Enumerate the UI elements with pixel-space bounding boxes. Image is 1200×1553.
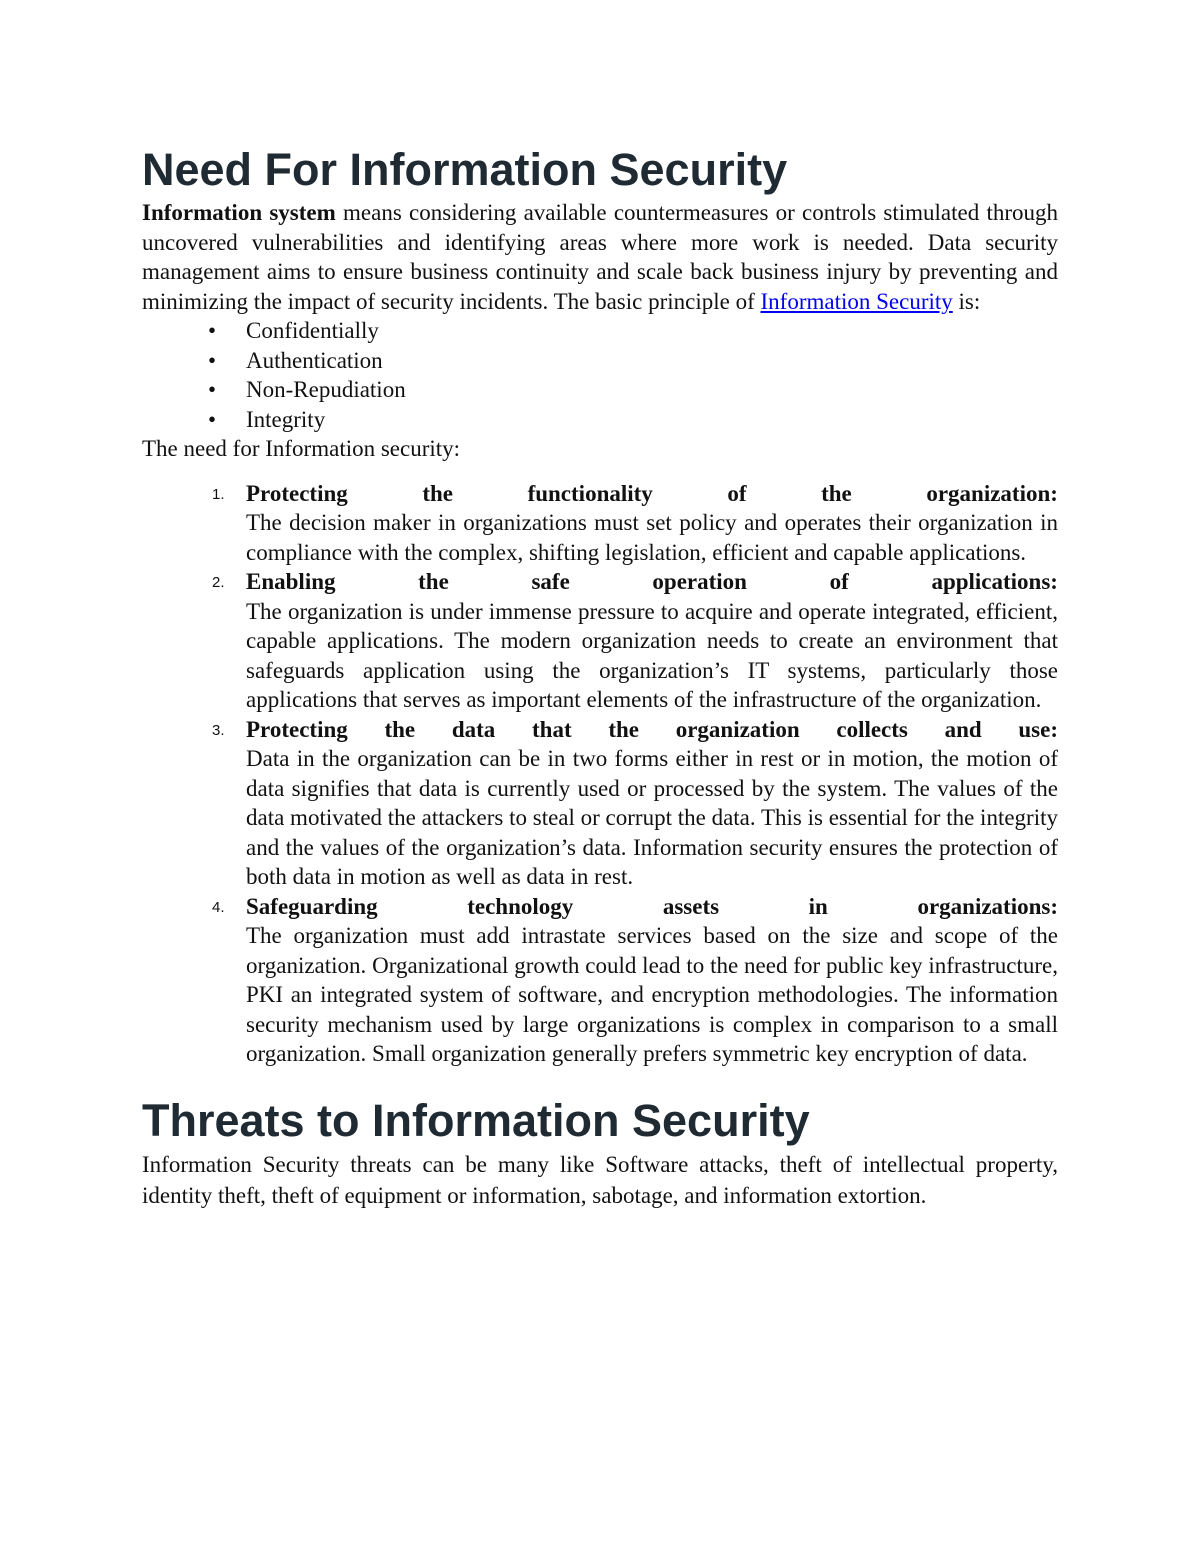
- need-intro: The need for Information security:: [142, 436, 461, 461]
- intro-paragraph: [142, 198, 1058, 316]
- item-heading: Safeguarding technology assets in organizations:: [246, 893, 1058, 919]
- information-security-link[interactable]: Information Security: [760, 288, 953, 314]
- bullet-icon: •: [208, 347, 217, 373]
- list-item: [212, 479, 1058, 568]
- list-item: [212, 567, 1058, 715]
- item-number: 4.: [212, 898, 225, 916]
- principles-list: [142, 316, 1058, 434]
- list-item: [212, 892, 1058, 1069]
- intro-term: Information system: [142, 200, 336, 225]
- bullet-icon: •: [208, 406, 217, 432]
- list-item: • Non-Repudiation: [246, 375, 1058, 405]
- item-heading: Protecting the data that the organization collects and use:: [246, 716, 1058, 742]
- needs-list: [142, 479, 1058, 1069]
- threats-paragraph: Information Security threats can be many like Software attacks, theft of intellectual property, identity theft, theft of equipment or information, sabotage, and information extortion.: [142, 1151, 1058, 1208]
- list-item: • Confidentially: [246, 316, 1058, 346]
- list-item: • Authentication: [246, 346, 1058, 376]
- bullet-icon: •: [208, 377, 217, 402]
- item-heading: Protecting the functionality of the organization:: [246, 480, 1058, 506]
- section-title-threats: Threats to Information Security: [142, 1094, 810, 1146]
- item-heading: Enabling the safe operation of applications:: [246, 569, 1058, 594]
- item-number: 3.: [212, 721, 225, 739]
- page-title: Need For Information Security: [142, 144, 788, 195]
- list-item: [212, 715, 1058, 892]
- item-text: The decision maker in organizations must set policy and operates their organization in compliance with the complex, shifting legislation, efficient and capable applications.: [246, 510, 1058, 565]
- list-item: • Integrity: [246, 405, 1058, 435]
- item-number: 1.: [212, 485, 225, 503]
- bullet-icon: •: [208, 318, 217, 343]
- item-number: 2.: [212, 574, 225, 591]
- document-page: [142, 142, 1058, 1212]
- item-text: Data in the organization can be in two forms either in rest or in motion, the motion of data signifies that data is currently used or processed by the system. The values of the data motivated the attackers to steal or corrupt the data. This is essential for the integrity and the values of the organization’s data. Information security ensures the protection of both data in motion as well as data in rest.: [246, 746, 1058, 889]
- intro-text: means considering available countermeasures or controls stimulated through uncovered vulnerabilities and identifying areas where more work is needed. Data security management aims to ensure business continuity and scale back business injury by preventing and minimizing the impact of security incidents. The basic principle of: [142, 200, 1058, 314]
- item-text: The organization is under immense pressure to acquire and operate integrated, efficient, capable applications. The modern organization needs to create an environment that safeguards application using the organization’s IT systems, particularly those applications that serves as important elements of the infrastructure of the organization.: [246, 598, 1058, 712]
- intro-end: is:: [958, 288, 981, 314]
- item-text: The organization must add intrastate services based on the size and scope of the organization. Organizational growth could lead to the need for public key infrastructure, PKI an integrated system of software, and encryption methodologies. The information security mechanism used by large organizations is complex in comparison to a small organization. Small organization generally prefers symmetric key encryption of data.: [246, 923, 1058, 1066]
